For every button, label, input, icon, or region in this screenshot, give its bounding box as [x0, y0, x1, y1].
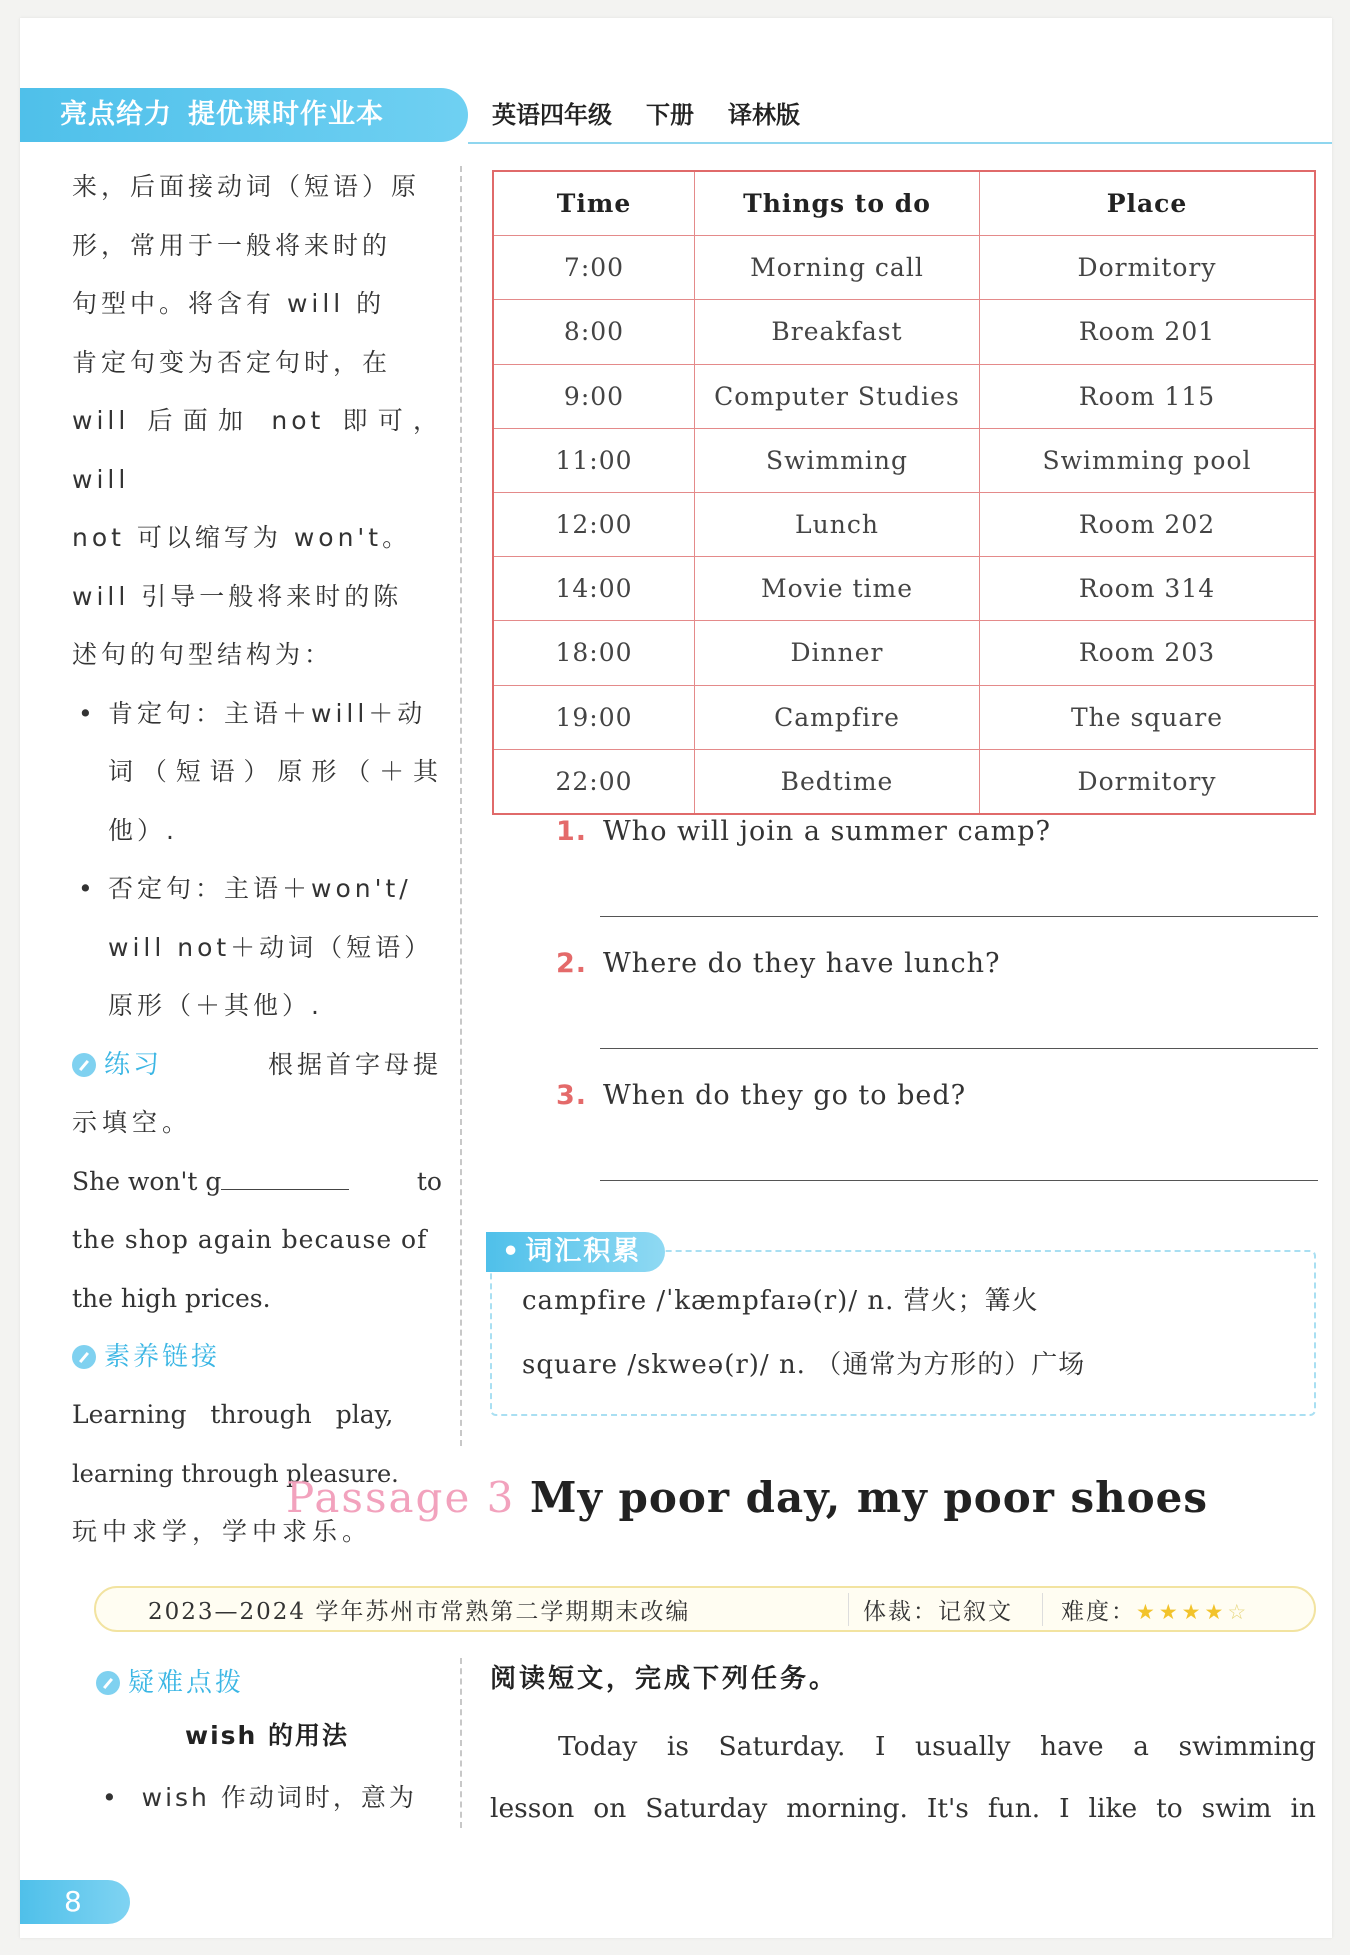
question-1: 1. Who will join a summer camp?: [556, 816, 1052, 847]
vocab-item: campfire /ˈkæmpfaɪə(r)/ n. 营火；篝火: [522, 1286, 1039, 1316]
note-line: 肯定句变为否定句时，在: [72, 347, 392, 377]
star-filled-icon: ★: [1204, 1599, 1228, 1624]
note-line: will 后面加 not 即可，will: [72, 406, 442, 494]
table-row: 12:00 Lunch Room 202: [493, 492, 1315, 556]
difficulty-rating: 难度：★★★★☆: [1042, 1593, 1250, 1626]
column-header: Things to do: [695, 171, 980, 236]
answer-line-2[interactable]: [600, 1048, 1318, 1049]
practice-instruction: 根据首字母提: [267, 1049, 442, 1079]
workbook-page: [20, 18, 1332, 1938]
vocab-title: • 词汇积累: [486, 1232, 665, 1272]
table-row: 11:00 Swimming Swimming pool: [493, 428, 1315, 492]
note-line: 形，常用于一般将来时的: [72, 230, 392, 260]
passage-info-bar: [94, 1586, 1316, 1632]
practice-title: 练习: [72, 1036, 162, 1094]
table-row: 22:00 Bedtime Dormitory: [493, 749, 1315, 814]
note-line: 句型中。将含有 will 的: [72, 289, 386, 318]
literacy-quote-en: Learning through play,: [72, 1400, 394, 1429]
brand-banner: [20, 88, 468, 142]
rule-line: 原形（＋其他）.: [108, 991, 323, 1020]
note-line: will 引导一般将来时的陈: [72, 581, 403, 611]
passage-title: My poor day, my poor shoes: [530, 1473, 1209, 1522]
question-3: 3. When do they go to bed?: [556, 1080, 967, 1111]
vocab-item: square /skweə(r)/ n. （通常为方形的）广场: [522, 1350, 1086, 1380]
brand-subtitle: 提优课时作业本: [188, 99, 384, 130]
table-row: 19:00 Campfire The square: [493, 685, 1315, 749]
star-filled-icon: ★: [1181, 1599, 1205, 1624]
star-filled-icon: ★: [1136, 1599, 1159, 1624]
affirmative-rule: [72, 685, 442, 861]
column-divider: [460, 1658, 462, 1828]
practice-sentence-line: the shop again because of: [72, 1225, 428, 1254]
link-icon: [72, 1345, 96, 1369]
table-row: 7:00 Morning call Dormitory: [493, 236, 1315, 300]
negative-rule: [72, 860, 442, 1036]
vocab-box: [490, 1250, 1316, 1416]
book-edition: 译林版: [728, 101, 800, 129]
table-row: 8:00 Breakfast Room 201: [493, 300, 1315, 364]
table-row: 14:00 Movie time Room 314: [493, 557, 1315, 621]
fill-blank[interactable]: [221, 1167, 349, 1190]
answer-line-3[interactable]: [600, 1180, 1318, 1181]
column-divider: [460, 166, 462, 1446]
star-filled-icon: ★: [1158, 1599, 1182, 1624]
pencil-icon: [96, 1671, 120, 1695]
passage-line: lesson on Saturday morning. It's fun. I like to swim in: [490, 1793, 1316, 1824]
question-2: 2. Where do they have lunch?: [556, 948, 1001, 979]
book-info: [492, 88, 834, 142]
column-header: Time: [493, 171, 695, 236]
column-header: Place: [980, 171, 1316, 236]
rule-line: 词（短语）原形（＋其他）.: [108, 757, 442, 845]
practice-header: [72, 1036, 442, 1095]
pencil-icon: [72, 1053, 96, 1077]
rule-line: • 肯定句：主语＋will＋动: [108, 698, 427, 728]
left-sidebar-notes: [72, 158, 442, 1562]
literacy-quote-cn: 玩中求学，学中求乐。: [72, 1517, 373, 1546]
passage-line: Today is Saturday. I usually have a swimming: [558, 1731, 1316, 1762]
brand-name: 亮点给力: [60, 99, 172, 130]
passage-source: 2023—2024 学年苏州市常熟第二学期期末改编: [148, 1598, 691, 1625]
table-header-row: [493, 171, 1315, 236]
literacy-quote-en: learning through pleasure.: [72, 1459, 399, 1488]
literacy-title: 素养链接: [72, 1328, 442, 1386]
star-rating: [1136, 1599, 1250, 1625]
book-subject: 英语四年级: [492, 101, 612, 129]
practice-sentence: She won't g to: [72, 1166, 442, 1196]
tips-heading: wish 的用法: [185, 1721, 350, 1750]
note-line: not 可以缩写为 won't。: [72, 523, 412, 552]
star-empty-icon: ☆: [1227, 1599, 1251, 1624]
camp-schedule-table: [492, 170, 1316, 815]
tips-title: 疑难点拨: [96, 1654, 244, 1712]
page-number: 8: [20, 1880, 130, 1924]
note-line: 述句的句型结构为：: [72, 640, 334, 669]
rule-line: • 否定句：主语＋won't/: [108, 874, 412, 903]
answer-line-1[interactable]: [600, 916, 1318, 917]
book-volume: 下册: [646, 101, 694, 129]
header-divider: [468, 142, 1332, 144]
reading-passage: [490, 1716, 1316, 1840]
reading-task: 阅读短文，完成下列任务。: [490, 1664, 839, 1694]
tips-bullet: • wish 作动词时，意为: [102, 1783, 417, 1812]
passage-genre: 体裁：记叙文: [848, 1593, 1042, 1626]
passage-number: Passage 3: [286, 1473, 516, 1522]
rule-line: will not＋动词（短语）: [108, 932, 434, 962]
note-line: 来，后面接动词（短语）原: [72, 172, 421, 201]
practice-sentence-line: the high prices.: [72, 1283, 271, 1313]
table-row: 18:00 Dinner Room 203: [493, 621, 1315, 685]
table-row: 9:00 Computer Studies Room 115: [493, 364, 1315, 428]
practice-instruction-cont: 示填空。: [72, 1108, 193, 1137]
